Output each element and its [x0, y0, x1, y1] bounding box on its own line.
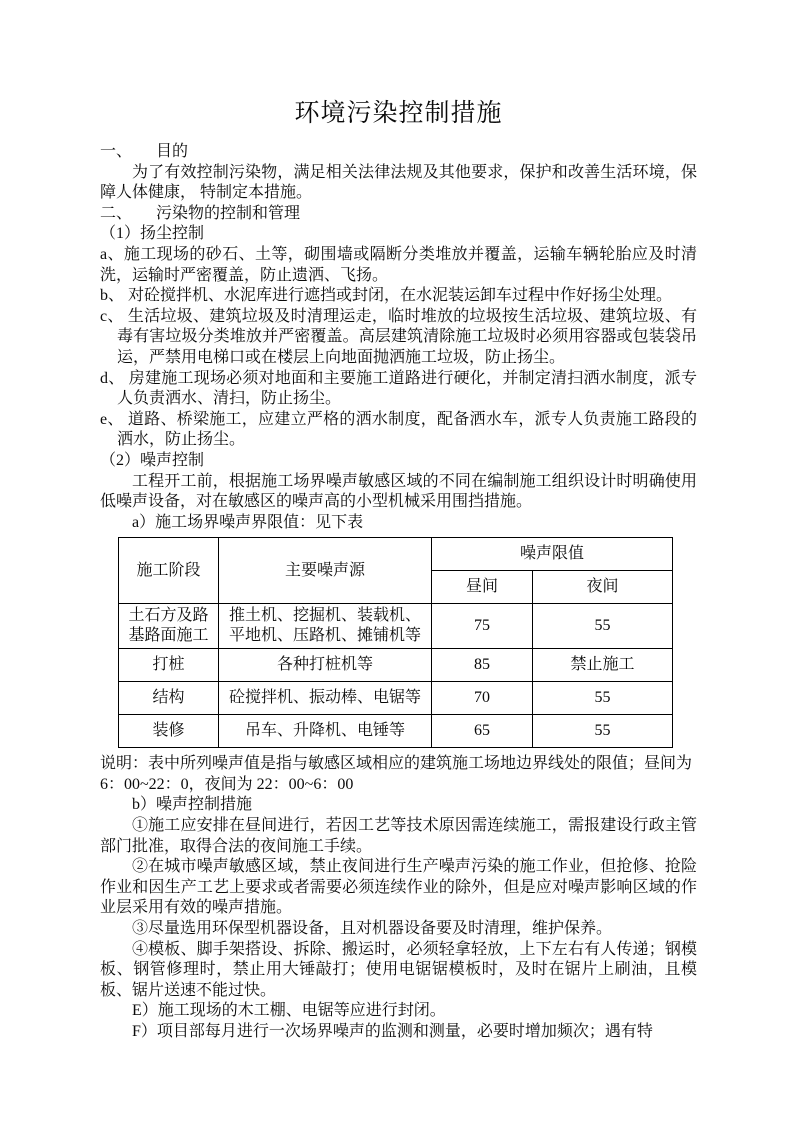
cell-night-limit: 禁止施工 [533, 649, 673, 682]
table-header-night: 夜间 [533, 571, 673, 604]
cell-stage: 装修 [119, 715, 219, 748]
noise-measure-3: ③尽量选用环保型机器设备，且对机器设备要及时清理，维护保养。 [132, 920, 613, 938]
heading-dust-control: （1）扬尘控制 [100, 225, 205, 243]
cell-night-limit: 55 [533, 682, 673, 715]
cell-day-limit: 85 [432, 649, 533, 682]
cell-source: 各种打桩机等 [219, 649, 432, 682]
noise-measure-2: ②在城市噪声敏感区域，禁止夜间进行生产噪声污染的施工作业，但抢修、抢险作业和因生产工艺上要求或者需要必须连续作业的除外，但是应对噪声影响区域的作业层采用有效的噪声措施。 [100, 858, 697, 917]
noise-intro: 工程开工前，根据施工场界噪声敏感区域的不同在编制施工组织设计时明确使用低噪声设备，对在敏感区的噪声高的小型机械采用围挡措施。 [100, 472, 697, 511]
cell-source: 推土机、挖掘机、装载机、平地机、压路机、摊铺机等 [219, 604, 432, 649]
noise-measure-1: ①施工应安排在昼间进行，若因工艺等技术原因需连续施工，需报建设行政主管部门批准，取得合法的夜间施工手续。 [100, 817, 697, 855]
dust-item-b: b、 对砼搅拌机、水泥库进行遮挡或封闭，在水泥装运卸车过程中作好扬尘处理。 [100, 287, 673, 305]
table-header-day: 昼间 [432, 571, 533, 604]
heading-pollutant-control: 二、 污染物的控制和管理 [100, 204, 301, 222]
table-row [119, 604, 673, 649]
cell-night-limit: 55 [533, 604, 673, 649]
table-row [119, 715, 673, 748]
cell-source: 吊车、升降机、电锤等 [219, 715, 432, 748]
cell-day-limit: 65 [432, 715, 533, 748]
cell-day-limit: 70 [432, 682, 533, 715]
noise-limit-table [118, 537, 673, 748]
table-row [119, 682, 673, 715]
table-header-limit: 噪声限值 [432, 538, 673, 571]
dust-item-d: d、 房建施工现场必须对地面和主要施工道路进行硬化，并制定清扫洒水制度，派专人负责洒水、清扫，防止扬尘。 [100, 369, 697, 408]
note-time-range: 6：00~22：0，夜间为 22：00~6：00 [100, 775, 354, 793]
noise-measure-4: ④模板、脚手架搭设、拆除、搬运时，必须轻拿轻放，上下左右有人传递；钢模板、钢管修理时，禁止用大锤敲打；使用电锯锯模板时，及时在锯片上刷油，且模板、锯片送速不能过快。 [100, 940, 697, 999]
dust-item-a: a、施工现场的砂石、土等，砌围墙或隔断分类堆放并覆盖，运输车辆轮胎应及时清洗，运输时严密覆盖，防止遗洒、飞扬。 [100, 245, 697, 284]
dust-item-c: c、 生活垃圾、建筑垃圾及时清理运走，临时堆放的垃圾按生活垃圾、建筑垃圾、有毒有害垃圾分类堆放并严密覆盖。高层建筑清除施工垃圾时必须用容器或包装袋吊运，严禁用电梯口或在楼层上向地面抛洒施工垃圾，防止扬尘。 [100, 307, 697, 366]
cell-stage: 结构 [119, 682, 219, 715]
dust-item-e: e、 道路、桥梁施工，应建立严格的洒水制度，配备洒水车，派专人负责施工路段的洒水，防止扬尘。 [100, 410, 697, 449]
table-header-stage: 施工阶段 [119, 538, 219, 604]
table-note: 说明：表中所列噪声值是指与敏感区域相应的建筑施工场地边界线处的限值；昼间为 [100, 755, 693, 773]
purpose-text: 为了有效控制污染物，满足相关法律法规及其他要求，保护和改善生活环境，保障人体健康， 特制定本措施。 [100, 163, 697, 202]
table-header-source: 主要噪声源 [219, 538, 432, 604]
heading-purpose: 一、 目的 [100, 143, 189, 160]
cell-night-limit: 55 [533, 715, 673, 748]
cell-stage: 打桩 [119, 649, 219, 682]
table-row [119, 649, 673, 682]
document-title: 环境污染控制措施 [294, 100, 503, 127]
noise-table-caption: a）施工场界噪声界限值：见下表 [132, 513, 364, 531]
cell-day-limit: 75 [432, 604, 533, 649]
cell-source: 砼搅拌机、振动棒、电锯等 [219, 682, 432, 715]
heading-noise-control: （2）噪声控制 [100, 451, 205, 469]
noise-measure-f: F）项目部每月进行一次场界噪声的监测和测量，必要时增加频次；遇有特 [132, 1023, 653, 1040]
noise-measure-e: E）施工现场的木工棚、电锯等应进行封闭。 [132, 1002, 446, 1020]
heading-noise-measures: b）噪声控制措施 [132, 796, 253, 814]
cell-stage: 土石方及路基路面施工 [119, 604, 219, 649]
